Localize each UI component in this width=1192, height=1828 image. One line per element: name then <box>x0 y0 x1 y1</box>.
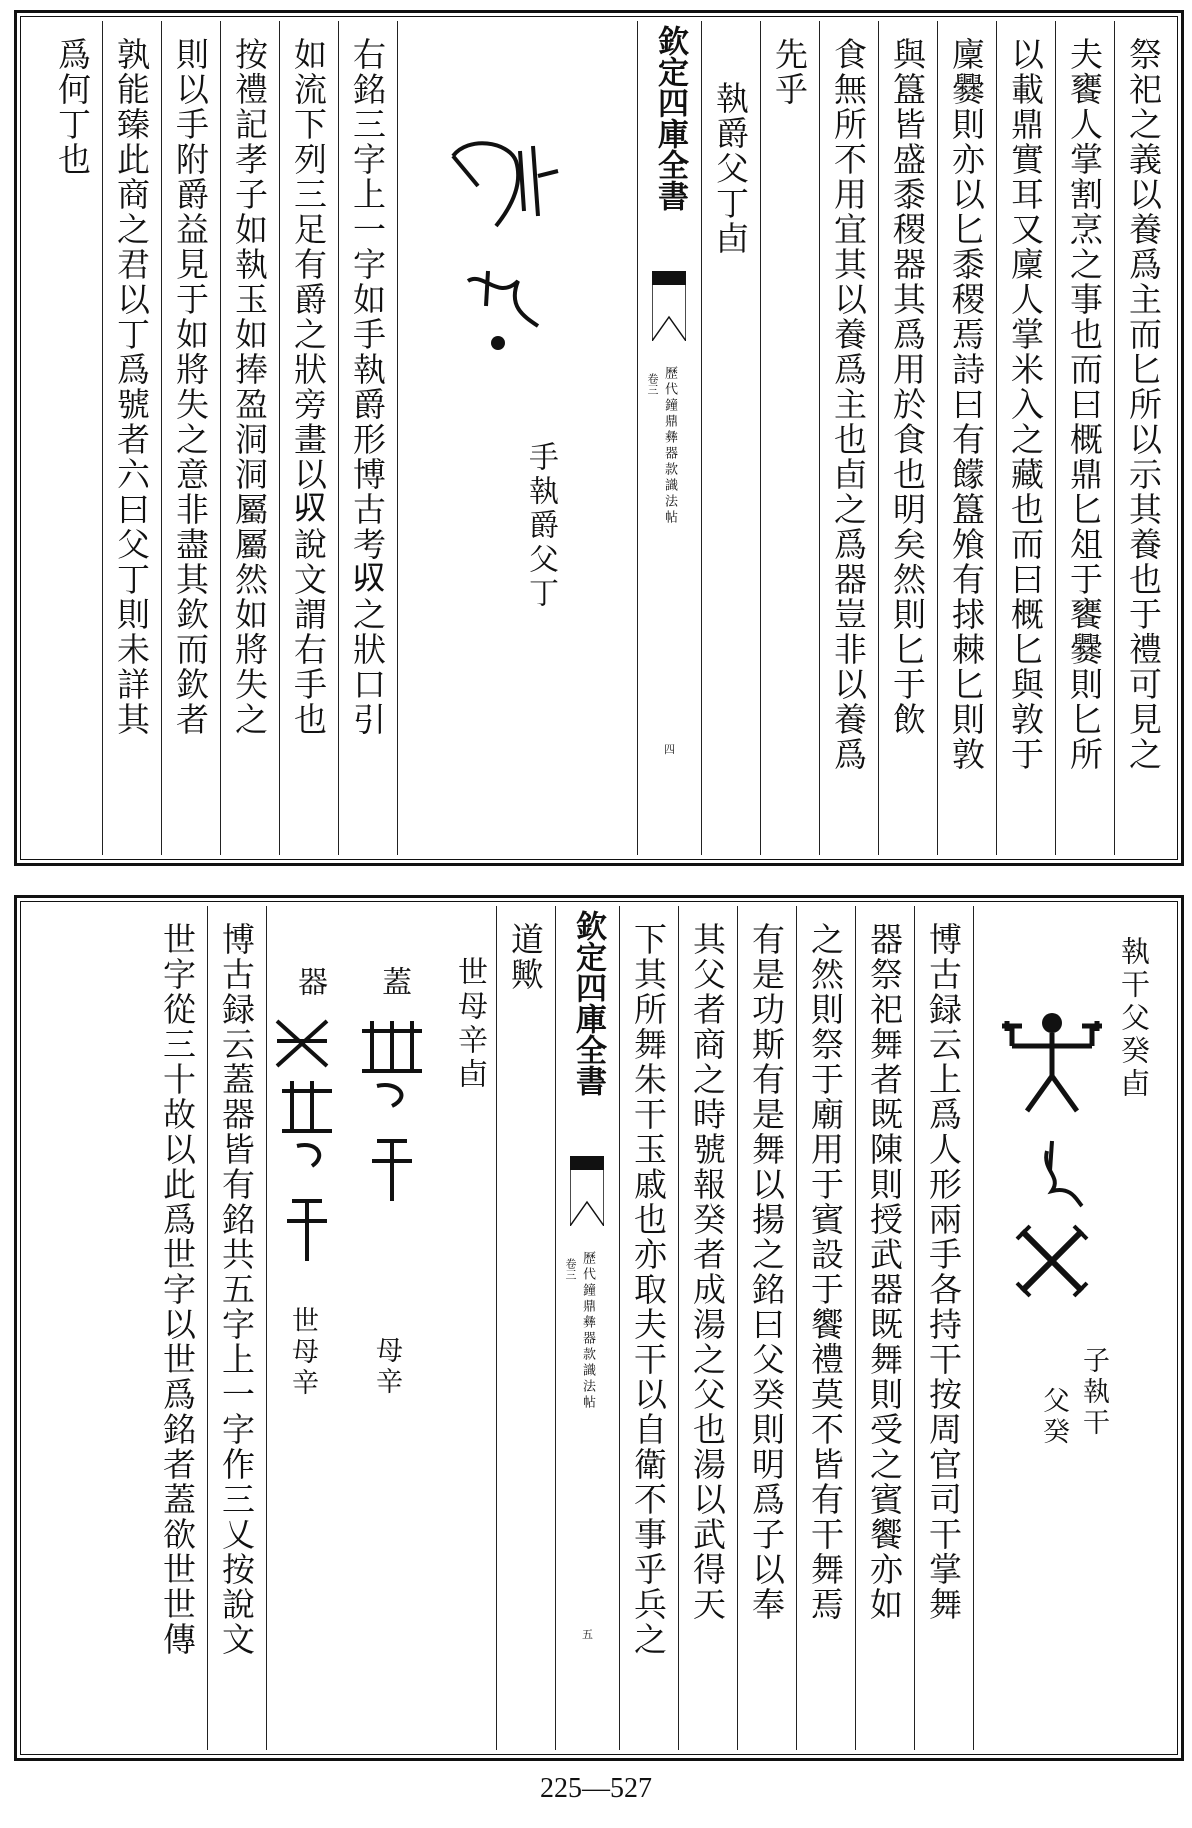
library-title: 欽定四庫全書 <box>652 25 688 211</box>
column-text: 如流下列三足有爵之狀旁畫以𠬞說文謂右手也 <box>289 37 328 737</box>
lid-label: 蓋 <box>376 966 411 1000</box>
vessel-label: 器 <box>292 966 327 1000</box>
figure-caption: 父癸 <box>1038 1386 1069 1448</box>
volume-label: 卷三 <box>564 1258 577 1280</box>
text-column <box>338 21 397 855</box>
text-column <box>207 906 266 1750</box>
text-column <box>102 21 161 855</box>
item-title-column <box>701 21 760 855</box>
inscription-glyph-vessel <box>267 1011 347 1271</box>
inscription-glyph-hand-holding-cup <box>438 131 568 351</box>
library-title: 欽定四庫全書 <box>570 910 606 1096</box>
figure-caption: 母辛 <box>371 1336 402 1398</box>
column-text: 夫饔人掌割烹之事也而曰概鼎匕俎于饔爨則匕所 <box>1065 37 1104 772</box>
column-text: 祭祀之義以養爲主而匕所以示其養也于禮可見之 <box>1124 37 1163 772</box>
column-text: 下其所舞朱干玉戚也亦取夫干以自衛不事乎兵之 <box>629 922 668 1657</box>
text-column <box>796 906 855 1750</box>
text-column <box>937 21 996 855</box>
figure-caption: 子執干 <box>1078 1346 1109 1439</box>
book-title: 歷代鐘鼎彝器款識法帖 <box>580 1251 595 1411</box>
column-text: 爲何丁也 <box>53 37 92 177</box>
text-column <box>914 906 973 1750</box>
figure-caption: 手執爵父丁 <box>523 441 558 611</box>
text-column <box>220 21 279 855</box>
text-column <box>279 21 338 855</box>
column-text: 世字從三十故以此爲世字以世爲銘者蓋欲世世傳 <box>158 922 197 1657</box>
fish-tail-mark <box>652 271 686 341</box>
inscription-figure <box>397 21 637 855</box>
book-title: 歷代鐘鼎彝器款識法帖 <box>662 366 677 526</box>
column-text: 之然則祭于廟用于賓設于饗禮莫不皆有干舞焉 <box>806 922 845 1622</box>
column-text: 則以手附爵益見于如將失之意非盡其欽而欽者 <box>171 37 210 737</box>
center-binding-strip <box>637 21 701 855</box>
figure-caption: 世母辛 <box>287 1306 318 1399</box>
volume-label: 卷三 <box>646 373 659 395</box>
item-title: 執干父癸卣 <box>1117 936 1151 1101</box>
column-text: 食無所不用宜其以養爲主也卣之爲器豈非以養爲 <box>829 37 868 772</box>
column-text: 其父者商之時號報癸者成湯之父也湯以武得天 <box>688 922 727 1622</box>
column-text: 廩爨則亦以匕黍稷焉詩曰有饛簋飧有捄棘匕則敦 <box>947 37 986 772</box>
text-column <box>760 21 819 855</box>
center-binding-strip <box>555 906 619 1750</box>
text-column <box>1055 21 1114 855</box>
column-text: 博古録云上爲人形兩手各持干按周官司干掌舞 <box>924 922 963 1622</box>
text-column <box>619 906 678 1750</box>
page-number: 225—527 <box>540 1773 652 1804</box>
item-title: 執爵父丁卣 <box>711 81 750 256</box>
inscription-glyph-lid <box>352 1011 432 1211</box>
column-text: 有是功斯有是舞以揚之銘曰父癸則明爲子以奉 <box>747 922 786 1622</box>
text-column <box>878 21 937 855</box>
text-column <box>819 21 878 855</box>
bottom-page-panel <box>14 895 1184 1761</box>
fish-tail-mark <box>570 1156 604 1226</box>
text-column <box>737 906 796 1750</box>
column-text: 先乎 <box>770 37 809 107</box>
column-text: 右銘三字上一字如手執爵形博古考𠬞之狀口引 <box>348 37 387 737</box>
text-column <box>43 21 102 855</box>
text-column <box>855 906 914 1750</box>
column-text: 與簋皆盛黍稷器其爲用於食也明矣然則匕于飲 <box>888 37 927 737</box>
text-column <box>1114 21 1173 855</box>
text-column <box>996 21 1055 855</box>
text-column <box>496 906 555 1750</box>
inscription-figure <box>266 906 496 1750</box>
top-page-panel <box>14 10 1184 866</box>
column-text: 博古録云蓋器皆有銘共五字上一字作三乂按說文 <box>217 922 256 1657</box>
text-column <box>678 906 737 1750</box>
leaf-number: 五 <box>582 1628 593 1641</box>
leaf-number: 四 <box>664 743 675 756</box>
column-text: 孰能臻此商之君以丁爲號者六曰父丁則未詳其 <box>112 37 151 737</box>
text-column <box>161 21 220 855</box>
column-text: 道歟 <box>506 922 545 992</box>
inscription-glyph-figure-with-shields <box>992 1001 1112 1301</box>
column-text: 器祭祀舞者既陳則授武器既舞則受之賓饗亦如 <box>865 922 904 1622</box>
column-text: 按禮記孝子如執玉如捧盈洞洞屬屬然如將失之 <box>230 37 269 737</box>
text-column <box>148 906 207 1750</box>
inscription-figure <box>973 906 1173 1750</box>
item-title: 世母辛卣 <box>452 956 487 1092</box>
column-text: 以載鼎實耳又廩人掌米入之藏也而曰概匕與敦于 <box>1006 37 1045 772</box>
